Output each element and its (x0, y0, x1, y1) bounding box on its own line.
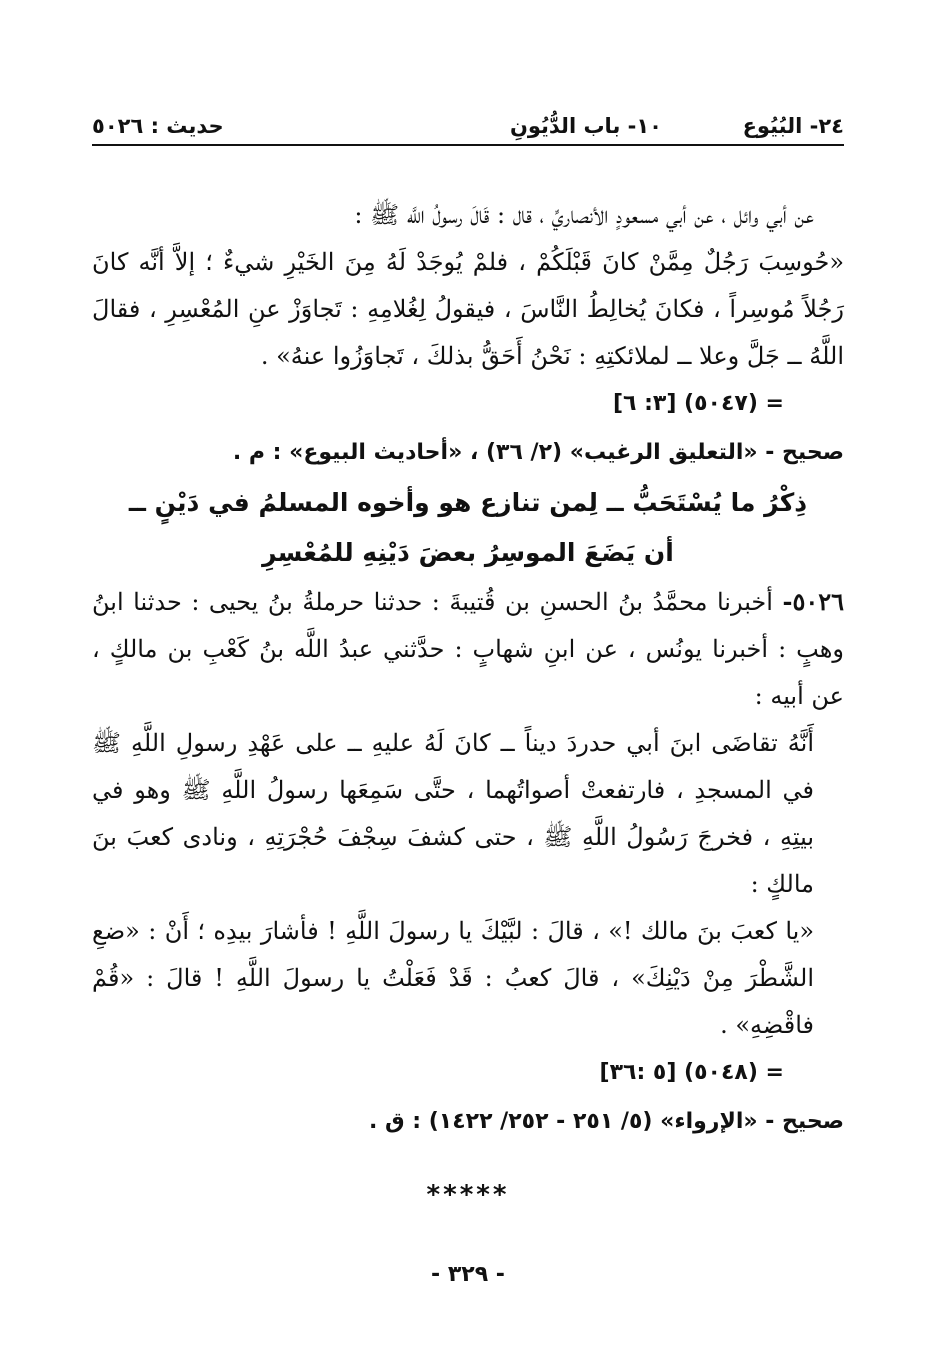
page-content (92, 192, 844, 1215)
hadith-isnad (92, 578, 844, 720)
chapter-title-line-1: ذِكْرُ ما يُسْتَحَبُّ ــ لِمن تنازع هو وأخوه المسلمُ في دَيْنٍ ــ (128, 488, 808, 517)
hadith-reference: حديث : ٥٠٢٦ (92, 114, 224, 138)
page-number: - ٣٢٩ - (431, 1262, 505, 1287)
hadith-number: ٥٠٢٦- (782, 587, 844, 616)
hadith-cross-reference: = (٥٠٤٨) [٥ :٣٦] (599, 1060, 784, 1085)
chapter-title-line-2: أن يَضَعَ الموسِرُ بعضَ دَيْنِهِ للمُعْسِرِ (262, 538, 674, 567)
prev-hadith-cross-reference: = (٥٠٤٧) [٣: ٦] (612, 391, 784, 416)
separator-stars: ***** (426, 1180, 510, 1210)
hadith-grading: صحيح - «الإرواء» (٥/ ٢٥١ - ٢٥٢/ ١٤٢٢) : ق . (368, 1109, 844, 1134)
chapter-heading: ٢٤- البُيُوع (742, 114, 844, 138)
prev-hadith-matn: «حُوسِبَ رَجُلٌ مِمَّنْ كانَ قَبْلَكُمْ ، فلمْ يُوجَدْ لَهُ مِنَ الخَيْرِ شيءٌ ؛ إلاَّ أنَّه كانَ رَجُلاً مُوسِراً ، فكانَ يُخالِطُ النَّاسَ ، فيقولُ لِغُلامِهِ : تَجاوَزْ عنِ المُعْسِرِ ، فقالَ اللَّهُ ــ جَلَّ وعلا ــ لملائكتِهِ : نَحْنُ أَحَقُّ بذلكَ ، تَجاوَزُوا عنهُ» . (92, 248, 845, 370)
prev-hadith-isnad: عن أبي وائل ، عن أبي مسعودٍ الأنصاريِّ ، قال : قَالَ رسولُ اللَّه ﷺ : (354, 201, 814, 229)
section-heading: ١٠- باب الدُّيُونِ (509, 114, 662, 138)
hadith-isnad-text: أخبرنا محمَّدُ بنُ الحسنِ بن قُتيبةَ : حدثنا حرملةُ بنُ يحيى : حدثنا ابنُ وهبٍ : أخبرنا يونُس ، عن ابنِ شهابٍ : حدَّثني عبدُ اللَّه بنُ كَعْبِ بن مالكٍ ، عن أبيه : (92, 588, 844, 710)
prev-hadith-grading: صحيح - «التعليق الرغيب» (٢/ ٣٦) ، «أحاديث البيوع» : م . (232, 440, 844, 465)
hadith-matn: أَنَّهُ تقاضَى ابنَ أبي حدردَ ديناً ــ كانَ لَهُ عليهِ ــ على عَهْدِ رسولِ اللَّهِ ﷺ في المسجدِ ، فارتفعتْ أصواتُهما ، حتَّى سَمِعَها رسولُ اللَّهِ ﷺ وهو في بيتِهِ ، فخرجَ رَسُولُ اللَّهِ ﷺ ، حتى كشفَ سِجْفَ حُجْرَتِهِ ، ونادى كعبَ بنَ مالكٍ : (92, 729, 814, 898)
hadith-dialogue: «يا كعبَ بنَ مالك !» ، قالَ : لبَّيْكَ يا رسولَ اللَّهِ ! فأشارَ بيدِه ؛ أَنْ : «ضعِ الشَّطْرَ مِنْ دَيْنِكَ» ، قالَ كعبُ : قَدْ فَعَلْتُ يا رسولَ اللَّهِ ! قالَ : «قُمْ فاقْضِهِ» . (92, 917, 814, 1039)
book-page (92, 0, 844, 1368)
page-header (92, 104, 844, 146)
